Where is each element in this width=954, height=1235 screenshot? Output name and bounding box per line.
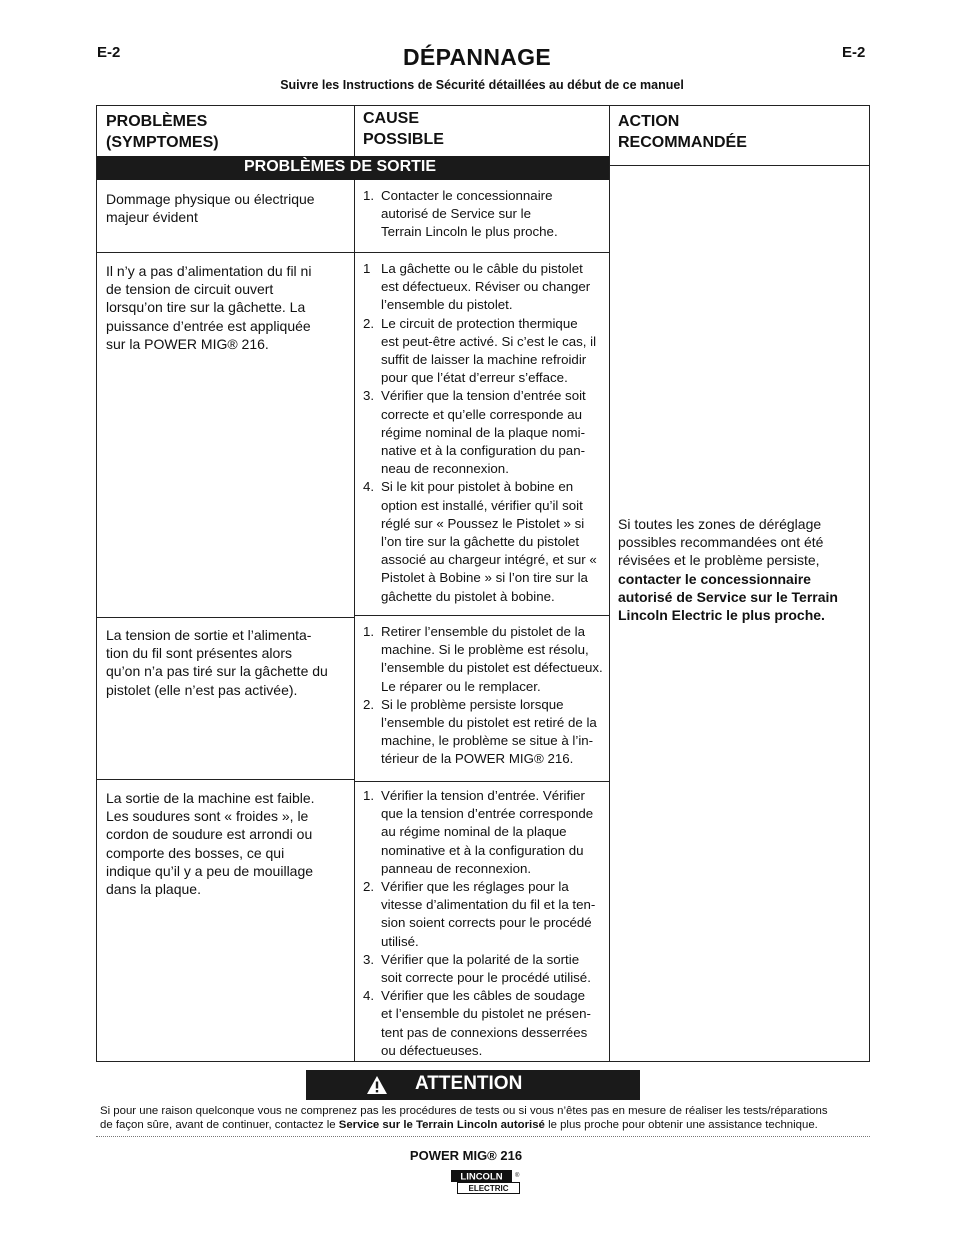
row-divider — [355, 615, 609, 616]
symptom-line: Les soudures sont « froides », le — [106, 808, 309, 825]
cause-line: Vérifier que la polarité de la sortie — [381, 951, 580, 967]
cause-item — [363, 623, 611, 696]
action-header-divider — [610, 165, 870, 166]
page-number-left: E-2 — [97, 44, 121, 61]
cause-line: pour que l’état d’erreur s’efface. — [381, 370, 568, 386]
cause-line: La gâchette ou le câble du pistolet — [381, 261, 583, 276]
cause-line: suffit de laisser la machine refroidir — [381, 352, 587, 368]
cause-line: au régime nominal de la plaque — [381, 824, 567, 840]
footer-divider — [96, 1136, 870, 1137]
cause-item — [363, 787, 611, 878]
cause-number: 2. — [363, 696, 375, 712]
cause-line: soit correcte pour le procédé utilisé. — [381, 970, 591, 986]
cause-line: que la tension d’entrée corresponde — [381, 806, 594, 822]
page-number-right: E-2 — [842, 44, 866, 61]
cause-line: l’ensemble du pistolet. — [381, 297, 513, 313]
symptom-line: La tension de sortie et l’alimenta- — [106, 627, 312, 643]
cause-number: 2. — [363, 879, 375, 895]
cause-line: térieur de la POWER MIG® 216. — [381, 751, 574, 767]
header-cause: CAUSE POSSIBLE — [363, 110, 444, 148]
cause-line: et l’ensemble du pistolet ne présen- — [381, 1006, 591, 1022]
header-problems: PROBLÈMES (SYMPTOMES) — [106, 113, 219, 151]
row-divider — [97, 617, 355, 618]
row-divider — [355, 781, 609, 782]
cause-list — [363, 787, 611, 1060]
symptom-line: pistolet (elle n’est pas activée). — [106, 681, 298, 698]
symptom-line: qu’on n’a pas tiré sur la gâchette du — [106, 663, 328, 680]
cause-number: 1. — [363, 788, 375, 803]
section-title: PROBLÈMES DE SORTIE — [244, 158, 437, 175]
cause-line: correcte et qu’elle corresponde au — [381, 406, 583, 422]
symptom-line: Il n’y a pas d’alimentation du fil ni — [106, 263, 312, 279]
symptom-line: La sortie de la machine est faible. — [106, 790, 315, 806]
symptom-line: puissance d’entrée est appliquée — [106, 317, 311, 334]
cause-item — [363, 187, 611, 242]
cause-item — [363, 387, 611, 478]
symptom-cell — [106, 626, 351, 699]
cause-line: est défectueux. Réviser ou changer — [381, 279, 591, 295]
cause-line: Vérifier que les câbles de soudage — [381, 988, 586, 1004]
symptom-line: indique qu’il y a peu de mouillage — [106, 862, 314, 879]
symptom-cell — [106, 789, 351, 898]
svg-text:®: ® — [515, 1173, 520, 1179]
cause-line: associé au chargeur intégré, et sur « — [381, 552, 597, 568]
cause-line: option est installé, vérifier qu’il soit — [381, 497, 583, 513]
svg-text:LINCOLN: LINCOLN — [460, 1171, 503, 1183]
symptom-line: tion du fil sont présentes alors — [106, 645, 292, 662]
cause-line: vitesse d’alimentation du fil et la ten- — [381, 897, 596, 913]
cause-line: Vérifier que la tension d’entrée soit — [381, 388, 586, 404]
cause-line: Si le problème persiste lorsque — [381, 696, 564, 712]
cause-item — [363, 696, 611, 769]
cause-line: Si le kit pour pistolet à bobine en — [381, 479, 574, 495]
cause-line: l’ensemble du pistolet est retiré de la — [381, 715, 597, 731]
cause-number: 1. — [363, 188, 375, 203]
cause-line: Vérifier la tension d’entrée. Vérifier — [381, 788, 585, 803]
cause-item — [363, 260, 611, 315]
symptom-cell — [106, 262, 351, 353]
cause-item — [363, 987, 611, 1060]
cause-line: Pistolet à Bobine » si l’on tire sur la — [381, 570, 588, 586]
cause-line: Le circuit de protection thermique — [381, 315, 578, 331]
cause-line: est peut-être activé. Si c’est le cas, il — [381, 333, 597, 349]
cause-number: 4. — [363, 479, 375, 495]
cause-line: Retirer l’ensemble du pistolet de la — [381, 624, 585, 639]
cause-line: Terrain Lincoln le plus proche. — [381, 224, 558, 240]
cause-line: machine, le problème se situe à l’in- — [381, 733, 594, 749]
cause-line: Contacter le concessionnaire — [381, 188, 553, 203]
cause-number: 1. — [363, 624, 375, 639]
product-name: POWER MIG® 216 — [409, 1148, 523, 1163]
column-divider — [354, 180, 355, 1062]
section-title-bar — [97, 156, 609, 180]
cause-number: 4. — [363, 988, 375, 1004]
cause-line: neau de reconnexion. — [381, 461, 509, 477]
cause-number: 1 — [363, 261, 371, 276]
cause-line: l’on tire sur la gâchette du pistolet — [381, 534, 580, 550]
cause-line: Le réparer ou le remplacer. — [381, 678, 541, 694]
cause-item — [363, 951, 611, 987]
symptom-line: Dommage physique ou électrique — [106, 191, 315, 207]
cause-list — [363, 623, 611, 769]
cause-item — [363, 315, 611, 388]
symptom-line: majeur évident — [106, 209, 198, 226]
cause-line: réglé sur « Poussez le Pistolet » si — [381, 515, 585, 531]
cause-line: tent pas de connexions desserrées — [381, 1024, 588, 1040]
symptom-line: comporte des bosses, ce qui — [106, 844, 285, 861]
cause-line: machine. Si le problème est résolu, — [381, 642, 589, 658]
page-title: DÉPANNAGE — [403, 44, 551, 70]
cause-number: 2. — [363, 315, 375, 331]
header-action: ACTION RECOMMANDÉE — [618, 113, 747, 151]
row-divider — [97, 252, 609, 253]
cause-line: autorisé de Service sur le — [381, 206, 532, 222]
svg-text:ELECTRIC: ELECTRIC — [468, 1184, 509, 1193]
symptom-line: de tension de circuit ouvert — [106, 281, 274, 298]
cause-item — [363, 478, 611, 605]
column-divider — [354, 105, 355, 156]
symptom-line: cordon de soudure est arrondi ou — [106, 826, 313, 843]
cause-line: l’ensemble du pistolet est défectueux. — [381, 660, 603, 676]
cause-line: sion soient corrects pour le procédé — [381, 915, 592, 931]
cause-list — [363, 260, 611, 606]
cause-item — [363, 878, 611, 951]
recommended-action: Si toutes les zones de déréglage possibles recommandées ont été révisées et le problème persiste, contacter le concessionnaire autorisé de Service sur le Terrain Lincoln Electric le plus proche. — [618, 516, 838, 624]
cause-line: utilisé. — [381, 933, 419, 949]
cause-line: Vérifier que les réglages pour la — [381, 879, 569, 895]
cause-number: 3. — [363, 388, 375, 404]
cause-line: native et à la configuration du pan- — [381, 443, 586, 459]
cause-line: gâchette du pistolet à bobine. — [381, 588, 555, 604]
cause-line: panneau de reconnexion. — [381, 860, 532, 876]
attention-label: ATTENTION — [415, 1073, 523, 1094]
cause-number: 3. — [363, 951, 375, 967]
cause-line: régime nominal de la plaque nomi- — [381, 424, 585, 440]
attention-bar — [306, 1070, 640, 1100]
symptom-line: sur la POWER MIG® 216. — [106, 335, 269, 352]
lincoln-electric-logo — [451, 1170, 523, 1196]
symptom-line: dans la plaque. — [106, 881, 201, 898]
safety-note: Suivre les Instructions de Sécurité détaillées au début de ce manuel — [280, 78, 684, 92]
cause-line: ou défectueuses. — [381, 1042, 483, 1058]
symptom-cell — [106, 190, 351, 226]
cause-list — [363, 187, 611, 242]
symptom-line: lorsqu’on tire sur la gâchette. La — [106, 299, 306, 316]
attention-text: Si pour une raison quelconque vous ne comprenez pas les procédures de tests ou si vous n’êtes pas en mesure de réaliser les tests/réparations de façon sûre, avant de continuer, contactez le Service sur le Terrain Lincoln autorisé le plus proche pour obtenir une assistance technique. — [100, 1105, 828, 1132]
warning-triangle-icon — [366, 1075, 388, 1095]
row-divider — [97, 779, 355, 780]
cause-line: nominative et à la configuration du — [381, 842, 584, 858]
